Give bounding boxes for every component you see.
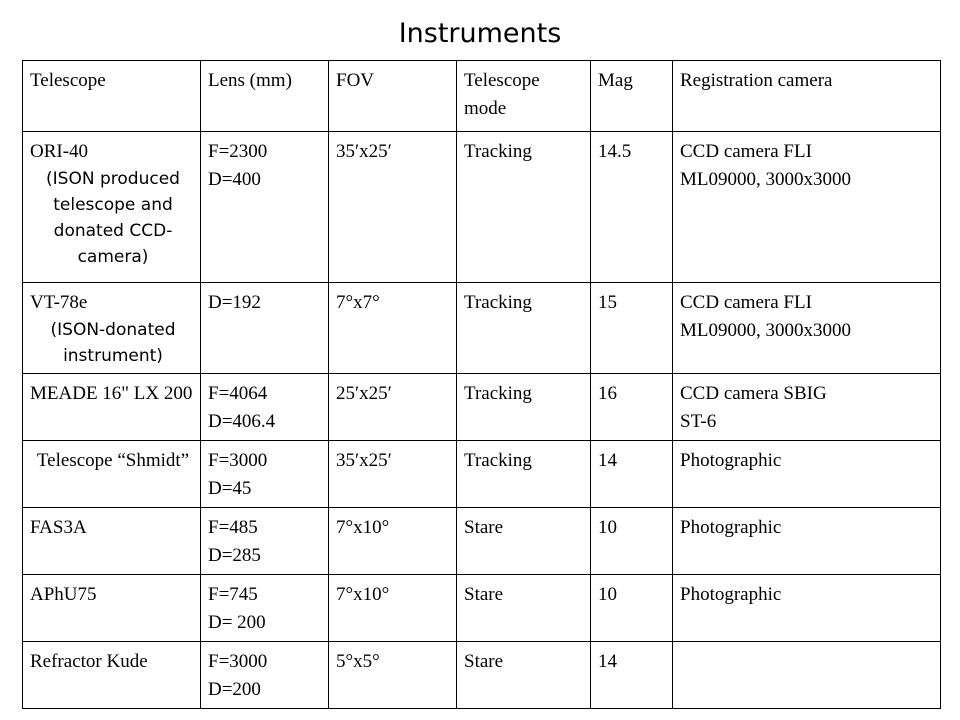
camera-line2: ML09000, 3000x3000 [680,320,851,341]
cell-telescope: Telescope “Shmidt” [23,441,201,508]
lens-diameter: D=45 [208,478,252,499]
table-row [23,132,941,283]
lens-focal: F=485 [208,517,258,538]
lens-focal: F=745 [208,584,258,605]
telescope-note: (ISON-donated instrument) [50,320,176,366]
cell-camera [673,374,941,441]
cell-mode: Stare [457,508,591,575]
header-mode-line2: mode [464,98,507,119]
table-row [23,508,941,575]
cell-telescope [23,132,201,283]
lens-diameter: D=400 [208,169,261,190]
cell-fov: 7°x7° [329,283,457,374]
cell-mag: 14 [591,642,673,709]
cell-lens [201,642,329,709]
telescope-note: (ISON produced telescope and donated CCD-camera) [46,169,180,267]
header-mag: Mag [591,61,673,132]
lens-diameter: D=200 [208,679,261,700]
lens-focal: F=2300 [208,141,268,162]
table-row [23,283,941,374]
cell-lens [201,374,329,441]
cell-telescope: Refractor Kude [23,642,201,709]
cell-mag: 16 [591,374,673,441]
cell-lens [201,441,329,508]
header-mode-line1: Telescope [464,70,540,91]
cell-fov: 5°x5° [329,642,457,709]
lens-focal: F=4064 [208,383,268,404]
instruments-table [22,60,941,709]
cell-mode: Tracking [457,132,591,283]
table-row [23,441,941,508]
cell-camera: Photographic [673,575,941,642]
cell-lens [201,575,329,642]
cell-mode: Tracking [457,283,591,374]
telescope-name: ORI-40 [30,141,89,162]
camera-line1: CCD camera FLI [680,292,812,313]
table-row [23,374,941,441]
cell-telescope: FAS3A [23,508,201,575]
cell-mag: 14.5 [591,132,673,283]
header-mode [457,61,591,132]
cell-lens [201,508,329,575]
cell-fov: 25′x25′ [329,374,457,441]
lens-focal: F=3000 [208,450,268,471]
cell-telescope: MEADE 16" LX 200 [23,374,201,441]
cell-camera [673,132,941,283]
cell-mode: Tracking [457,374,591,441]
cell-telescope [23,283,201,374]
lens-diameter: D=406.4 [208,411,276,432]
lens-focal: D=192 [208,292,261,313]
camera-line2: ML09000, 3000x3000 [680,169,851,190]
camera-line2: ST-6 [680,411,717,432]
cell-mode: Stare [457,575,591,642]
cell-mode: Tracking [457,441,591,508]
lens-focal: F=3000 [208,651,268,672]
header-lens: Lens (mm) [201,61,329,132]
cell-camera [673,642,941,709]
header-fov: FOV [329,61,457,132]
cell-mag: 15 [591,283,673,374]
camera-line1: CCD camera SBIG [680,383,827,404]
cell-telescope: APhU75 [23,575,201,642]
lens-diameter: D= 200 [208,612,266,633]
table-header-row [23,61,941,132]
page-title: Instruments [398,18,562,49]
camera-line1: CCD camera FLI [680,141,812,162]
cell-fov: 7°x10° [329,575,457,642]
cell-mag: 10 [591,575,673,642]
header-telescope: Telescope [23,61,201,132]
telescope-name: VT-78e [30,292,88,313]
cell-lens [201,132,329,283]
cell-fov: 35′x25′ [329,441,457,508]
cell-camera: Photographic [673,508,941,575]
cell-mag: 10 [591,508,673,575]
table-row [23,575,941,642]
cell-fov: 7°x10° [329,508,457,575]
cell-mag: 14 [591,441,673,508]
cell-lens [201,283,329,374]
lens-diameter: D=285 [208,545,261,566]
cell-fov: 35′x25′ [329,132,457,283]
table-row [23,642,941,709]
cell-camera [673,283,941,374]
header-camera: Registration camera [673,61,941,132]
cell-mode: Stare [457,642,591,709]
cell-camera: Photographic [673,441,941,508]
